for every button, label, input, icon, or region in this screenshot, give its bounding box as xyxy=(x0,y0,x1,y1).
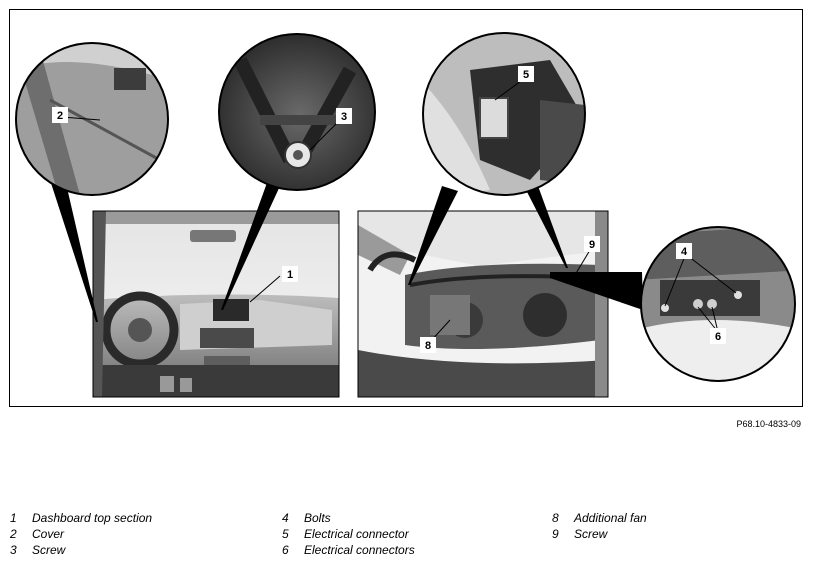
detail-circle-connector xyxy=(420,30,590,200)
cockpit-photo xyxy=(93,211,339,397)
legend-item-number: 8 xyxy=(552,511,559,525)
callout-8 xyxy=(420,337,436,353)
legend-item-number: 9 xyxy=(552,527,559,541)
legend-item-label: Screw xyxy=(574,527,608,541)
legend-item-label: Additional fan xyxy=(574,511,647,525)
figure-illustration xyxy=(10,10,804,408)
callout-6 xyxy=(710,328,726,344)
legend-item xyxy=(282,510,415,526)
legend-item xyxy=(552,510,647,526)
legend-item-label: Electrical connectors xyxy=(304,543,415,557)
callout-wedge-2 xyxy=(50,180,98,322)
callout-2 xyxy=(52,107,68,123)
legend-item-number: 1 xyxy=(10,511,17,525)
callout-5 xyxy=(518,66,534,82)
detail-circle-bolts xyxy=(635,225,804,385)
legend-item xyxy=(10,510,152,526)
svg-text:1: 1 xyxy=(286,269,294,281)
svg-text:3: 3 xyxy=(340,111,348,123)
svg-text:4: 4 xyxy=(680,246,688,258)
legend-item-label: Bolts xyxy=(304,511,331,525)
legend-item-label: Cover xyxy=(32,527,65,541)
detail-circle-screw xyxy=(210,30,390,200)
parts-legend xyxy=(0,510,813,566)
legend-item-label: Screw xyxy=(32,543,66,557)
callout-9 xyxy=(584,236,600,252)
svg-text:6: 6 xyxy=(714,331,722,343)
legend-item-number: 3 xyxy=(10,543,17,557)
legend-item xyxy=(282,542,415,558)
legend-item xyxy=(282,526,415,542)
legend-item-number: 5 xyxy=(282,527,289,541)
legend-item-label: Dashboard top section xyxy=(32,511,153,525)
callout-4 xyxy=(676,243,692,259)
svg-text:9: 9 xyxy=(588,239,596,251)
legend-item xyxy=(10,526,152,542)
legend-item-label: Electrical connector xyxy=(304,527,409,541)
legend-item xyxy=(552,526,647,542)
legend-column-2 xyxy=(282,510,415,558)
svg-text:8: 8 xyxy=(424,340,432,352)
svg-text:2: 2 xyxy=(56,110,64,122)
legend-column-3 xyxy=(552,510,647,542)
detail-circle-cover xyxy=(10,40,170,200)
figure-frame xyxy=(9,9,803,407)
legend-column-1 xyxy=(10,510,152,558)
legend-item-number: 2 xyxy=(10,527,17,541)
svg-text:5: 5 xyxy=(522,69,530,81)
callout-1 xyxy=(282,266,298,282)
legend-item-number: 4 xyxy=(282,511,289,525)
legend-item xyxy=(10,542,152,558)
legend-item-number: 6 xyxy=(282,543,289,557)
disassembled-dashboard-photo xyxy=(358,211,608,397)
figure-reference-code: P68.10-4833-09 xyxy=(736,419,801,429)
callout-3 xyxy=(336,108,352,124)
